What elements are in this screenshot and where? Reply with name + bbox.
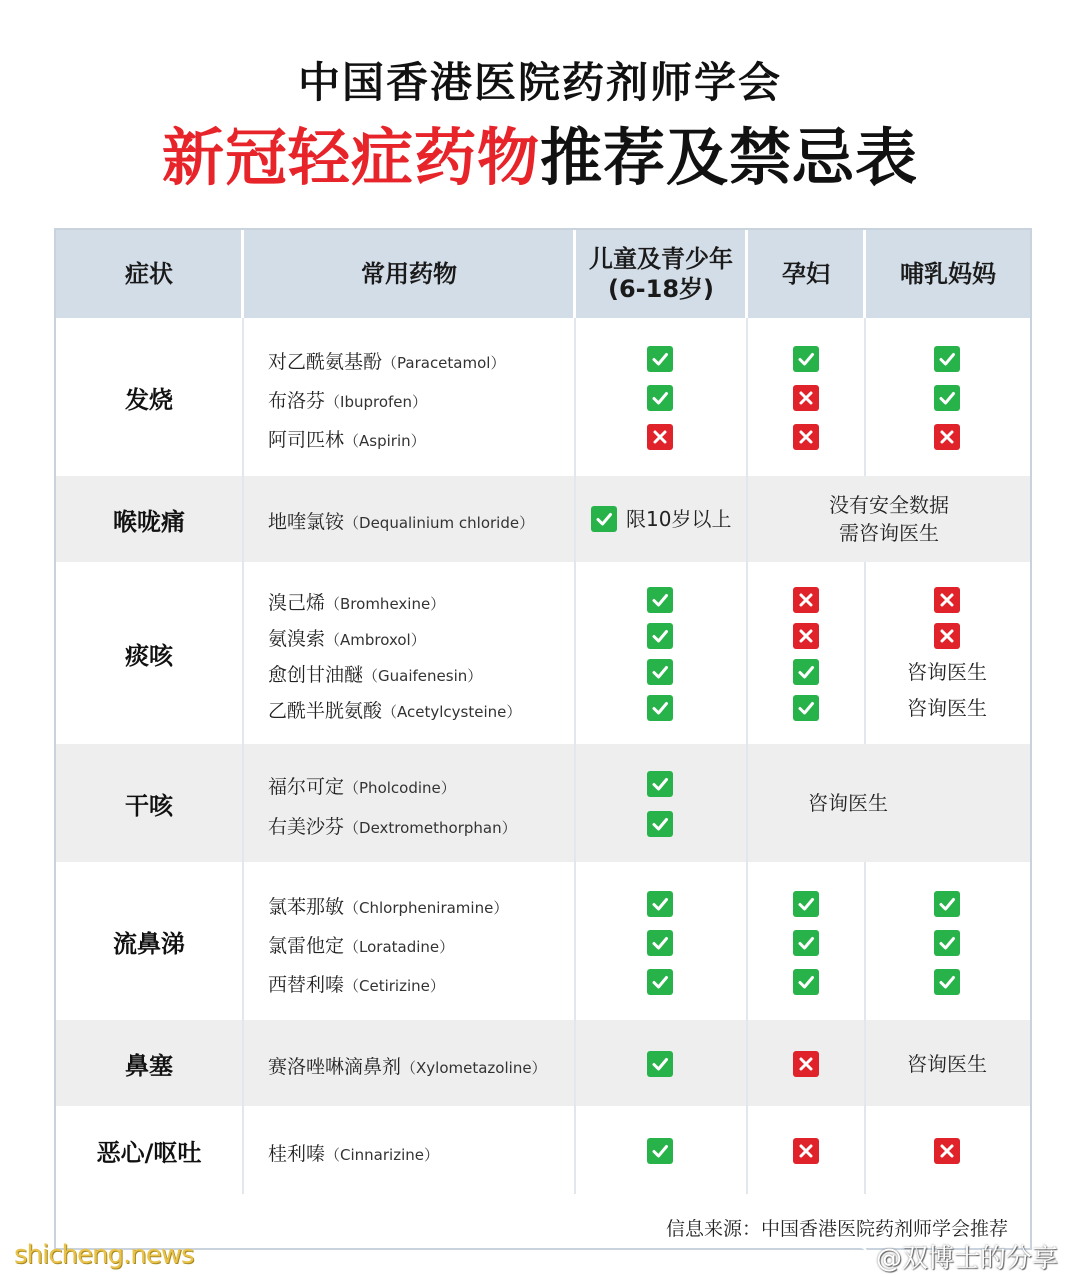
check-icon (650, 1141, 670, 1161)
header-pregnant: 孕妇 (782, 260, 830, 288)
children-status (647, 930, 673, 956)
breastfeeding-status (934, 930, 960, 956)
column-divider (746, 744, 748, 862)
check-icon (650, 388, 670, 408)
check-icon (937, 933, 957, 953)
table-row (56, 1020, 1030, 1106)
pregnant-status (793, 695, 819, 721)
column-divider (746, 476, 748, 562)
column-divider (242, 476, 244, 562)
children-status (647, 969, 673, 995)
pregnant-status (793, 891, 819, 917)
drug-name-en: （Aspirin） (344, 432, 426, 450)
check-icon (796, 349, 816, 369)
drug-name-cn: 地喹氯铵 (268, 511, 345, 533)
check-icon (650, 1054, 670, 1074)
column-divider (864, 318, 866, 476)
cross-icon (796, 427, 816, 447)
table-row (56, 476, 1030, 562)
cross-icon (937, 427, 957, 447)
drug-name (268, 1139, 439, 1166)
drug-name-cn: 右美沙芬 (268, 816, 345, 838)
drug-name (268, 386, 427, 413)
symptom-label: 发烧 (125, 385, 173, 414)
check-icon (650, 698, 670, 718)
table-row (56, 318, 1030, 476)
drug-name (268, 970, 445, 997)
drug-name-cn: 愈创甘油醚 (268, 664, 364, 686)
pregnant-status (793, 424, 819, 450)
children-status (647, 891, 673, 917)
cross-icon (796, 626, 816, 646)
watermark-left: shicheng.news (14, 1240, 194, 1270)
watermark-right (840, 1238, 1058, 1275)
pregnant-status (793, 587, 819, 613)
subtitle-dark: 推荐及禁忌表 (540, 121, 919, 194)
table-row (56, 744, 1030, 862)
check-icon (796, 972, 816, 992)
drug-name (268, 812, 517, 839)
drug-name (268, 931, 454, 958)
header-divider (863, 230, 866, 318)
pregnant-status (793, 1051, 819, 1077)
drug-name (268, 624, 426, 651)
symptom-label: 干咳 (125, 791, 173, 820)
column-divider (574, 862, 576, 1020)
symptom-label: 痰咳 (125, 641, 173, 670)
breastfeeding-note: 咨询医生 (907, 1052, 987, 1076)
pregnant-status (793, 659, 819, 685)
drug-name (268, 772, 456, 799)
cross-icon (796, 388, 816, 408)
column-divider (242, 318, 244, 476)
table-header (56, 230, 1030, 318)
children-status (591, 506, 617, 532)
breastfeeding-status (934, 385, 960, 411)
weibo-icon (840, 1244, 870, 1270)
column-divider (574, 1020, 576, 1106)
children-status (647, 424, 673, 450)
drug-name-cn: 对乙酰氨基酚 (268, 351, 383, 373)
column-divider (746, 1106, 748, 1194)
column-divider (242, 862, 244, 1020)
drug-name (268, 696, 521, 723)
check-icon (937, 894, 957, 914)
merged-note-line1: 没有安全数据 (829, 493, 949, 517)
drug-name-en: （Ambroxol） (325, 631, 426, 649)
check-icon (650, 590, 670, 610)
check-icon (650, 349, 670, 369)
breastfeeding-status (934, 969, 960, 995)
breastfeeding-status (934, 346, 960, 372)
breastfeeding-note: 咨询医生 (907, 696, 987, 720)
children-status (647, 771, 673, 797)
drug-name (268, 1052, 547, 1079)
check-icon (650, 626, 670, 646)
drug-name-cn: 西替利嗪 (268, 974, 345, 996)
symptom-label: 恶心/呕吐 (96, 1138, 202, 1167)
header-divider (745, 230, 748, 318)
breastfeeding-status (934, 424, 960, 450)
merged-note-line2: 需咨询医生 (839, 521, 939, 545)
drug-name (268, 892, 508, 919)
drug-name-en: （Chlorpheniramine） (344, 899, 509, 917)
column-divider (746, 562, 748, 744)
cross-icon (937, 1141, 957, 1161)
header-breastfeeding: 哺乳妈妈 (900, 260, 996, 288)
drug-name-cn: 乙酰半胱氨酸 (268, 700, 383, 722)
pregnant-status (793, 1138, 819, 1164)
symptom-label: 喉咙痛 (113, 507, 185, 536)
cross-icon (937, 590, 957, 610)
check-icon (796, 894, 816, 914)
drug-name-cn: 桂利嗪 (268, 1143, 326, 1165)
check-icon (937, 972, 957, 992)
check-icon (796, 698, 816, 718)
drug-name-en: （Dextromethorphan） (344, 819, 517, 837)
drug-name-en: （Cetirizine） (344, 977, 445, 995)
drug-name (268, 588, 445, 615)
watermark-right-text: @双博士的分享 (876, 1244, 1059, 1274)
header-drug: 常用药物 (361, 260, 457, 288)
column-divider (574, 744, 576, 862)
drug-name-cn: 布洛芬 (268, 390, 326, 412)
column-divider (864, 1106, 866, 1194)
table-row (56, 1106, 1030, 1194)
pregnant-status (793, 623, 819, 649)
children-status (647, 659, 673, 685)
column-divider (864, 1020, 866, 1106)
page-subtitle (0, 108, 1080, 197)
drug-name-cn: 赛洛唑啉滴鼻剂 (268, 1056, 402, 1078)
children-status (647, 1138, 673, 1164)
subtitle-red: 新冠轻症药物 (161, 121, 540, 194)
check-icon (650, 774, 670, 794)
check-icon (650, 894, 670, 914)
children-note: 限10岁以上 (626, 507, 732, 531)
children-status (647, 695, 673, 721)
table-row (56, 562, 1030, 744)
check-icon (796, 933, 816, 953)
cross-icon (650, 427, 670, 447)
medication-table (54, 228, 1032, 1250)
column-divider (864, 562, 866, 744)
column-divider (746, 862, 748, 1020)
check-icon (594, 509, 614, 529)
cross-icon (796, 590, 816, 610)
drug-name-cn: 溴己烯 (268, 592, 326, 614)
cross-icon (796, 1054, 816, 1074)
drug-name (268, 660, 482, 687)
drug-name-cn: 氯苯那敏 (268, 896, 345, 918)
column-divider (242, 744, 244, 862)
cross-icon (796, 1141, 816, 1161)
table-row (56, 862, 1030, 1020)
page-title: 中国香港医院药剂师学会 (297, 58, 782, 107)
drug-name-cn: 氨溴索 (268, 628, 326, 650)
drug-name-en: （Paracetamol） (382, 354, 506, 372)
drug-name-en: （Loratadine） (344, 938, 455, 956)
drug-name-en: （Bromhexine） (325, 595, 446, 613)
header-children: 儿童及青少年 (6-18岁) (589, 245, 733, 303)
pregnant-status (793, 385, 819, 411)
children-status (647, 1051, 673, 1077)
drug-name-en: （Cinnarizine） (325, 1146, 439, 1164)
breastfeeding-status (934, 623, 960, 649)
column-divider (242, 1020, 244, 1106)
merged-note (748, 491, 1030, 547)
header-divider (573, 230, 576, 318)
header-symptom: 症状 (125, 260, 173, 288)
symptom-label: 鼻塞 (125, 1051, 173, 1080)
drug-name (268, 507, 534, 534)
drug-name-en: （Dequalinium chloride） (344, 514, 535, 532)
column-divider (242, 1106, 244, 1194)
children-status (647, 346, 673, 372)
pregnant-status (793, 969, 819, 995)
check-icon (650, 972, 670, 992)
drug-name-en: （Guaifenesin） (363, 667, 483, 685)
column-divider (574, 318, 576, 476)
children-status (647, 385, 673, 411)
drug-name-en: （Xylometazoline） (401, 1059, 547, 1077)
drug-name (268, 347, 505, 374)
check-icon (650, 933, 670, 953)
pregnant-status (793, 930, 819, 956)
check-icon (937, 388, 957, 408)
breastfeeding-status (934, 587, 960, 613)
check-icon (650, 814, 670, 834)
column-divider (242, 562, 244, 744)
header-divider (241, 230, 244, 318)
column-divider (574, 1106, 576, 1194)
column-divider (864, 862, 866, 1020)
drug-name (268, 425, 426, 452)
column-divider (574, 562, 576, 744)
breastfeeding-status (934, 891, 960, 917)
drug-name-en: （Pholcodine） (344, 779, 456, 797)
column-divider (746, 318, 748, 476)
children-status (647, 623, 673, 649)
children-status (647, 587, 673, 613)
merged-note: 咨询医生 (808, 791, 888, 815)
check-icon (796, 662, 816, 682)
breastfeeding-note: 咨询医生 (907, 660, 987, 684)
check-icon (650, 662, 670, 682)
drug-name-cn: 阿司匹林 (268, 429, 345, 451)
symptom-label: 流鼻涕 (113, 929, 185, 958)
drug-name-cn: 福尔可定 (268, 776, 345, 798)
breastfeeding-status (934, 1138, 960, 1164)
cross-icon (937, 626, 957, 646)
drug-name-cn: 氯雷他定 (268, 935, 345, 957)
drug-name-en: （Ibuprofen） (325, 393, 428, 411)
column-divider (746, 1020, 748, 1106)
drug-name-en: （Acetylcysteine） (382, 703, 522, 721)
children-status (647, 811, 673, 837)
check-icon (937, 349, 957, 369)
pregnant-status (793, 346, 819, 372)
source-note: 信息来源：中国香港医院药剂师学会推荐 (665, 1218, 1008, 1240)
column-divider (574, 476, 576, 562)
